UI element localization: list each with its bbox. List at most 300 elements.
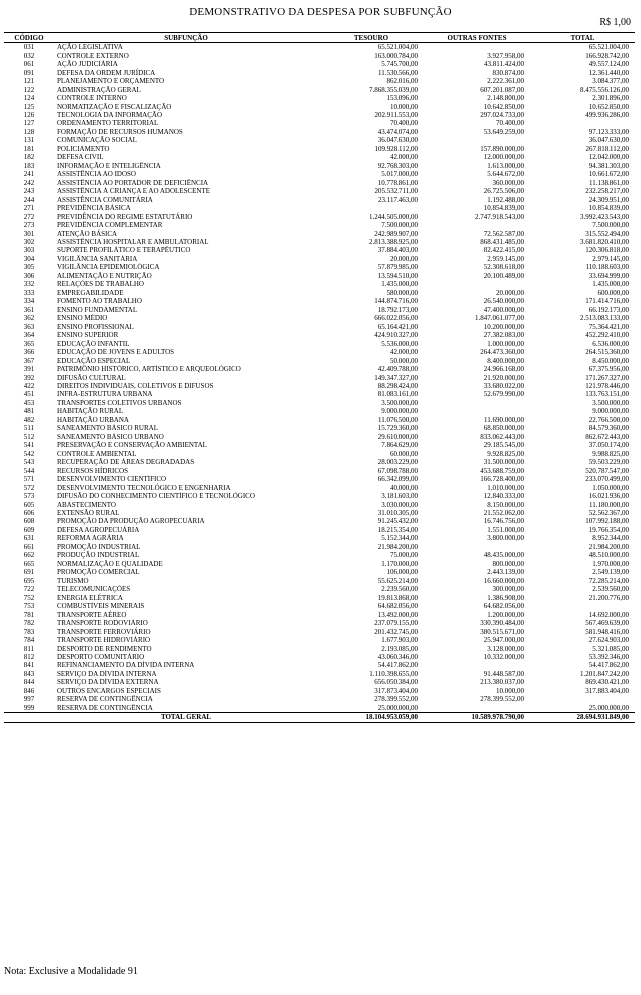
cell-tesouro: 5.152.344,00 — [381, 534, 418, 543]
cell-outras-fontes: 2.222.361,00 — [487, 77, 524, 86]
cell-subfuncao: TECNOLOGIA DA INFORMAÇÃO — [57, 110, 163, 119]
cell-subfuncao: PLANEJAMENTO E ORÇAMENTO — [57, 77, 165, 86]
table-row — [4, 85, 635, 93]
cell-codigo: 125 — [23, 102, 35, 111]
cell-codigo: 782 — [23, 619, 35, 628]
table-row — [4, 475, 635, 483]
table-row — [4, 297, 635, 305]
cell-codigo: 451 — [23, 390, 35, 399]
cell-tesouro: 31.010.305,00 — [377, 509, 418, 518]
cell-codigo: 846 — [23, 686, 35, 695]
table-row — [4, 162, 635, 170]
table-row — [4, 619, 635, 627]
cell-codigo: 544 — [23, 466, 35, 475]
cell-total: 133.763.151,00 — [585, 390, 629, 399]
cell-total: 3.681.820.410,00 — [580, 238, 629, 247]
cell-tesouro: 144.874.716,00 — [374, 297, 418, 306]
cell-codigo: 122 — [23, 85, 35, 94]
cell-outras-fontes: 3.128.000,00 — [487, 644, 524, 653]
cell-total: 75.364.421,00 — [588, 322, 629, 331]
cell-total: 27.624.903,00 — [588, 636, 629, 645]
table-row — [4, 102, 635, 110]
table-row — [4, 433, 635, 441]
table-body — [4, 43, 635, 713]
cell-tesouro: 20.000,00 — [390, 254, 418, 263]
cell-codigo: 542 — [23, 449, 35, 458]
cell-codigo: 306 — [23, 271, 35, 280]
cell-subfuncao: RECUPERAÇÃO DE ÁREAS DEGRADADAS — [57, 458, 195, 467]
cell-tesouro: 54.417.862,00 — [377, 661, 418, 670]
cell-codigo: 691 — [23, 568, 35, 577]
cell-total: 2.539.560,00 — [592, 585, 629, 594]
cell-total: 25.000.000,00 — [588, 703, 629, 712]
cell-outras-fontes: 20.000,00 — [496, 288, 524, 297]
cell-outras-fontes: 300.000,00 — [492, 585, 524, 594]
table-row — [4, 212, 635, 220]
table-row — [4, 43, 635, 52]
cell-subfuncao: PRESERVAÇÃO E CONSERVAÇÃO AMBIENTAL — [57, 441, 207, 450]
cell-total: 94.381.303,00 — [588, 161, 629, 170]
cell-codigo: 606 — [23, 509, 35, 518]
cell-subfuncao: DEFESA DA ORDEM JURÍDICA — [57, 68, 156, 77]
cell-outras-fontes: 52.679.990,00 — [483, 390, 524, 399]
cell-codigo: 631 — [23, 534, 35, 543]
cell-total: 48.510.000,00 — [588, 551, 629, 560]
table-row — [4, 204, 635, 212]
cell-subfuncao: TRANSPORTES COLETIVOS URBANOS — [57, 398, 182, 407]
table-row — [4, 238, 635, 246]
cell-codigo: 362 — [23, 314, 35, 323]
cell-codigo: 783 — [23, 627, 35, 636]
cell-subfuncao: DEFESA CIVIL — [57, 153, 104, 162]
header-tesouro: TESOURO — [318, 33, 424, 43]
cell-outras-fontes: 360.000,00 — [492, 178, 524, 187]
table-row — [4, 390, 635, 398]
table-row — [4, 687, 635, 695]
cell-codigo: 061 — [23, 60, 35, 69]
cell-codigo: 131 — [23, 136, 35, 145]
table-row — [4, 704, 635, 713]
cell-total: 317.883.404,00 — [585, 686, 629, 695]
cell-outras-fontes: 48.435.000,00 — [483, 551, 524, 560]
cell-codigo: 181 — [23, 144, 35, 153]
cell-tesouro: 23.117.463,00 — [378, 195, 418, 204]
table-row — [4, 661, 635, 669]
cell-codigo: 032 — [23, 51, 35, 60]
cell-tesouro: 424.910.327,00 — [374, 331, 418, 340]
cell-codigo: 572 — [23, 483, 35, 492]
cell-tesouro: 5.745.700,00 — [381, 60, 418, 69]
cell-subfuncao: SANEAMENTO BÁSICO URBANO — [57, 432, 164, 441]
cell-tesouro: 3.181.603,00 — [381, 492, 418, 501]
table-row — [4, 644, 635, 652]
cell-codigo: 367 — [23, 356, 35, 365]
cell-subfuncao: PRODUÇÃO INDUSTRIAL — [57, 551, 140, 560]
cell-codigo: 481 — [23, 407, 35, 416]
cell-total: 12.042.000,00 — [588, 153, 629, 162]
cell-outras-fontes: 2.443.139,00 — [487, 568, 524, 577]
cell-subfuncao: ENSINO MÉDIO — [57, 314, 108, 323]
cell-codigo: 366 — [23, 348, 35, 357]
table-row — [4, 111, 635, 119]
cell-codigo: 392 — [23, 373, 35, 382]
cell-outras-fontes: 53.649.259,00 — [483, 127, 524, 136]
cell-tesouro: 13.492.000,00 — [377, 610, 418, 619]
table-row — [4, 322, 635, 330]
cell-codigo: 422 — [23, 381, 35, 390]
cell-total: 8.475.556.126,00 — [580, 85, 629, 94]
cell-subfuncao: ASSISTÊNCIA À CRIANÇA E AO ADOLESCENTE — [57, 187, 211, 196]
cell-outras-fontes: 8.400.000,00 — [487, 356, 524, 365]
cell-codigo: 361 — [23, 305, 35, 314]
cell-outras-fontes: 29.185.545,00 — [483, 441, 524, 450]
cell-subfuncao: DIFUSÃO DO CONHECIMENTO CIENTÍFICO E TECNOLÓGICO — [57, 492, 255, 501]
cell-outras-fontes: 833.062.443,00 — [480, 432, 524, 441]
cell-tesouro: 64.682.056,00 — [377, 602, 418, 611]
cell-subfuncao: DESPORTO COMUNITÁRIO — [57, 652, 145, 661]
table-row — [4, 255, 635, 263]
cell-tesouro: 18.215.354,00 — [377, 525, 418, 534]
cell-codigo: 334 — [23, 297, 35, 306]
cell-total: 59.503.229,00 — [588, 458, 629, 467]
cell-codigo: 124 — [23, 94, 35, 103]
cell-total: 581.948.416,00 — [585, 627, 629, 636]
cell-total: 9.000.000,00 — [592, 407, 629, 416]
cell-total: 452.292.410,00 — [585, 331, 629, 340]
cell-codigo: 182 — [23, 153, 35, 162]
cell-codigo: 031 — [23, 43, 35, 52]
cell-tesouro: 70.400,00 — [390, 119, 418, 128]
cell-outras-fontes: 16.746.756,00 — [483, 517, 524, 526]
cell-codigo: 541 — [23, 441, 35, 450]
cell-total: 233.070.499,00 — [585, 475, 629, 484]
cell-codigo: 121 — [23, 77, 35, 86]
cell-outras-fontes: 3.800.000,00 — [487, 534, 524, 543]
cell-total: 264.515.360,00 — [585, 348, 629, 357]
cell-subfuncao: DESENVOLVIMENTO TECNOLÓGICO E ENGENHARIA — [57, 483, 231, 492]
cell-tesouro: 1.435.000,00 — [381, 280, 418, 289]
cell-subfuncao: ENSINO SUPERIOR — [57, 331, 119, 340]
cell-tesouro: 7.500.000,00 — [381, 221, 418, 230]
cell-total — [530, 695, 635, 703]
cell-total: 862.672.443,00 — [585, 432, 629, 441]
cell-total: 49.557.124,00 — [588, 60, 629, 69]
cell-total: 869.430.421,00 — [585, 678, 629, 687]
table-row — [4, 577, 635, 585]
cell-outras-fontes — [424, 43, 530, 52]
table-row — [4, 441, 635, 449]
table-row — [4, 424, 635, 432]
cell-subfuncao: INFRA-ESTRUTURA URBANA — [57, 390, 153, 399]
header-total: TOTAL — [530, 33, 635, 43]
cell-outras-fontes: 1.847.061.077,00 — [475, 314, 524, 323]
table-row — [4, 339, 635, 347]
cell-total: 232.258.217,00 — [585, 187, 629, 196]
cell-subfuncao: ASSISTÊNCIA HOSPITALAR E AMBULATORIAL — [57, 238, 209, 247]
cell-total: 2.549.139,00 — [592, 568, 629, 577]
cell-subfuncao: NORMALIZAÇÃO E QUALIDADE — [57, 559, 163, 568]
cell-outras-fontes: 52.308.618,00 — [483, 263, 524, 272]
cell-tesouro: 92.768.303,00 — [377, 161, 418, 170]
cell-codigo: 843 — [23, 669, 35, 678]
cell-codigo: 571 — [23, 475, 35, 484]
footnote: Nota: Exclusive a Modalidade 91 — [4, 966, 138, 977]
cell-tesouro: 60.000,00 — [390, 449, 418, 458]
cell-codigo: 573 — [23, 492, 35, 501]
cell-outras-fontes: 21.552.062,00 — [483, 509, 524, 518]
cell-total: 11.138.861,00 — [589, 178, 629, 187]
cell-outras-fontes: 3.927.958,00 — [487, 51, 524, 60]
cell-subfuncao: DEFESA AGROPECUÁRIA — [57, 525, 140, 534]
cell-outras-fontes: 47.400.000,00 — [483, 305, 524, 314]
cell-total: 10.652.850,00 — [588, 102, 629, 111]
cell-subfuncao: ADMINISTRAÇÃO GERAL — [57, 85, 141, 94]
cell-codigo: 695 — [23, 576, 35, 585]
cell-codigo: 305 — [23, 263, 35, 272]
cell-outras-fontes: 868.431.485,00 — [480, 238, 524, 247]
cell-subfuncao: HABITAÇÃO RURAL — [57, 407, 124, 416]
table-row — [4, 170, 635, 178]
cell-outras-fontes: 31.500.000,00 — [483, 458, 524, 467]
cell-outras-fontes — [424, 399, 530, 407]
cell-total: 499.936.286,00 — [585, 110, 629, 119]
cell-total: 171.267.327,00 — [585, 373, 629, 382]
report-title: DEMONSTRATIVO DA DESPESA POR SUBFUNÇÃO — [189, 6, 452, 18]
cell-tesouro: 10.778.861,00 — [377, 178, 418, 187]
cell-subfuncao: DIREITOS INDIVIDUAIS, COLETIVOS E DIFUSOS — [57, 381, 214, 390]
table-row — [4, 68, 635, 76]
cell-outras-fontes: 33.680.022,00 — [483, 381, 524, 390]
cell-tesouro: 42.409.788,00 — [377, 365, 418, 374]
cell-codigo: 364 — [23, 331, 35, 340]
cell-outras-fontes: 10.000,00 — [496, 686, 524, 695]
table-row — [4, 365, 635, 373]
cell-tesouro: 5.536.000,00 — [381, 339, 418, 348]
cell-outras-fontes: 453.688.759,00 — [480, 466, 524, 475]
cell-subfuncao: OUTROS ENCARGOS ESPECIAIS — [57, 686, 161, 695]
table-row — [4, 136, 635, 144]
cell-codigo: 273 — [23, 221, 35, 230]
table-row — [4, 627, 635, 635]
table-row — [4, 593, 635, 601]
cell-tesouro: 67.098.788,00 — [377, 466, 418, 475]
cell-codigo: 363 — [23, 322, 35, 331]
cell-outras-fontes: 166.728.400,00 — [480, 475, 524, 484]
cell-outras-fontes: 1.551.000,00 — [487, 525, 524, 534]
cell-outras-fontes — [424, 543, 530, 551]
cell-total: 97.123.333,00 — [588, 127, 629, 136]
cell-outras-fontes: 9.928.825,00 — [487, 449, 524, 458]
table-row — [4, 280, 635, 288]
cell-tesouro: 580.000,00 — [386, 288, 418, 297]
table-row — [4, 653, 635, 661]
cell-outras-fontes — [424, 661, 530, 669]
cell-tesouro: 43.060.346,00 — [377, 652, 418, 661]
cell-tesouro: 13.594.510,00 — [377, 271, 418, 280]
cell-total: 110.188.603,00 — [585, 263, 629, 272]
cell-subfuncao: RECURSOS HÍDRICOS — [57, 466, 128, 475]
cell-total: 3.992.423.543,00 — [580, 212, 629, 221]
cell-total: 36.047.630,00 — [588, 136, 629, 145]
cell-codigo: 722 — [23, 585, 35, 594]
cell-total: 1.201.847.242,00 — [580, 669, 629, 678]
cell-codigo: 844 — [23, 678, 35, 687]
table-row — [4, 128, 635, 136]
cell-subfuncao: FORMAÇÃO DE RECURSOS HUMANOS — [57, 127, 183, 136]
cell-subfuncao: EDUCAÇÃO DE JOVENS E ADULTOS — [57, 348, 175, 357]
cell-codigo: 301 — [23, 229, 35, 238]
cell-outras-fontes: 26.725.506,00 — [483, 187, 524, 196]
cell-subfuncao: VIGILÂNCIA SANITÁRIA — [57, 254, 138, 263]
cell-subfuncao: ENERGIA ELÉTRICA — [57, 593, 123, 602]
cell-total: 16.021.936,00 — [588, 492, 629, 501]
cell-subfuncao: PATRIMÔNIO HISTÓRICO, ARTÍSTICO E ARQUEOLÓGICO — [57, 365, 241, 374]
cell-codigo: 662 — [23, 551, 35, 560]
cell-subfuncao: ALIMENTAÇÃO E NUTRIÇÃO — [57, 271, 152, 280]
cell-subfuncao: TRANSPORTE FERROVIÁRIO — [57, 627, 151, 636]
cell-outras-fontes: 26.540.000,00 — [483, 297, 524, 306]
cell-subfuncao: TURISMO — [57, 576, 89, 585]
cell-subfuncao: FOMENTO AO TRABALHO — [57, 297, 142, 306]
cell-outras-fontes — [424, 221, 530, 229]
cell-codigo: 543 — [23, 458, 35, 467]
cell-codigo: 784 — [23, 636, 35, 645]
cell-codigo: 332 — [23, 280, 35, 289]
table-row — [4, 348, 635, 356]
cell-total — [530, 602, 635, 610]
table-row — [4, 356, 635, 364]
cell-tesouro: 29.610.000,00 — [377, 432, 418, 441]
cell-subfuncao: COMUNICAÇÃO SOCIAL — [57, 136, 137, 145]
cell-tesouro: 11.530.566,00 — [378, 68, 418, 77]
table-row — [4, 695, 635, 703]
cell-outras-fontes: 2.747.918.543,00 — [475, 212, 524, 221]
cell-subfuncao: REFORMA AGRÁRIA — [57, 534, 124, 543]
cell-outras-fontes: 830.874,00 — [492, 68, 524, 77]
cell-tesouro: 36.047.630,00 — [377, 136, 418, 145]
cell-total: 67.375.956,00 — [588, 365, 629, 374]
cell-outras-fontes: 27.382.083,00 — [483, 331, 524, 340]
cell-tesouro: 1.110.398.655,00 — [369, 669, 418, 678]
cell-tesouro: 153.096,00 — [386, 94, 418, 103]
cell-outras-fontes: 10.854.839,00 — [483, 204, 524, 213]
cell-subfuncao: SERVIÇO DA DÍVIDA INTERNA — [57, 669, 157, 678]
cell-outras-fontes: 10.200.000,00 — [483, 322, 524, 331]
cell-subfuncao: REFINANCIAMENTO DA DÍVIDA INTERNA — [57, 661, 195, 670]
table-row — [4, 153, 635, 161]
table-row — [4, 466, 635, 474]
cell-tesouro: 149.347.327,00 — [374, 373, 418, 382]
cell-tesouro: 91.245.432,00 — [377, 517, 418, 526]
cell-subfuncao: CONTROLE INTERNO — [57, 94, 127, 103]
table-row — [4, 373, 635, 381]
cell-outras-fontes: 82.422.415,00 — [483, 246, 524, 255]
cell-tesouro — [318, 204, 424, 212]
cell-tesouro: 202.911.553,00 — [374, 110, 418, 119]
table-row — [4, 94, 635, 102]
cell-total: 9.988.825,00 — [592, 449, 629, 458]
cell-codigo: 242 — [23, 178, 35, 187]
cell-total: 21.200.776,00 — [588, 593, 629, 602]
cell-total: 54.417.862,00 — [588, 661, 629, 670]
cell-tesouro: 666.022.056,00 — [374, 314, 418, 323]
cell-total: 1.970.000,00 — [592, 559, 629, 568]
cell-tesouro: 3.030.000,00 — [381, 500, 418, 509]
cell-tesouro: 1.170.000,00 — [381, 559, 418, 568]
cell-subfuncao: NORMATIZAÇÃO E FISCALIZAÇÃO — [57, 102, 172, 111]
total-row — [4, 713, 635, 722]
cell-outras-fontes: 16.660.000,00 — [483, 576, 524, 585]
table-header-row — [4, 33, 635, 43]
cell-subfuncao: EMPREGABILIDADE — [57, 288, 124, 297]
cell-outras-fontes: 607.201.087,00 — [480, 85, 524, 94]
cell-outras-fontes: 12.840.333,00 — [483, 492, 524, 501]
cell-tesouro: 50.000,00 — [390, 356, 418, 365]
cell-outras-fontes: 25.947.000,00 — [483, 636, 524, 645]
table-row — [4, 145, 635, 153]
cell-subfuncao: DESENVOLVIMENTO CIENTÍFICO — [57, 475, 167, 484]
cell-codigo: 303 — [23, 246, 35, 255]
table-row — [4, 551, 635, 559]
cell-codigo: 244 — [23, 195, 35, 204]
cell-total: 2.301.896,00 — [592, 94, 629, 103]
cell-outras-fontes: 1.386.908,00 — [487, 593, 524, 602]
cell-tesouro: 18.792.173,00 — [377, 305, 418, 314]
cell-codigo: 605 — [23, 500, 35, 509]
cell-subfuncao: PREVIDÊNCIA COMPLEMENTAR — [57, 221, 163, 230]
cell-total: 52.562.367,00 — [588, 509, 629, 518]
cell-total: 8.450.000,00 — [592, 356, 629, 365]
cell-subfuncao: PROMOÇÃO INDUSTRIAL — [57, 542, 141, 551]
table-row — [4, 272, 635, 280]
cell-codigo: 752 — [23, 593, 35, 602]
cell-subfuncao: TRANSPORTE HIDROVIÁRIO — [57, 636, 151, 645]
cell-tesouro: 40.000,00 — [390, 483, 418, 492]
cell-total: 53.392.346,00 — [588, 652, 629, 661]
cell-subfuncao: EDUCAÇÃO ESPECIAL — [57, 356, 131, 365]
cell-tesouro: 43.474.074,00 — [377, 127, 418, 136]
cell-outras-fontes: 68.850.000,00 — [483, 424, 524, 433]
cell-total: 1.050.000,00 — [592, 483, 629, 492]
cell-total: 14.692.000,00 — [588, 610, 629, 619]
cell-total: 37.050.174,00 — [588, 441, 629, 450]
cell-outras-fontes: 213.380.037,00 — [480, 678, 524, 687]
cell-codigo: 811 — [23, 644, 35, 653]
cell-tesouro: 7.864.629,00 — [381, 441, 418, 450]
table-row — [4, 492, 635, 500]
total-tesouro: 18.104.953.059,00 — [318, 713, 424, 722]
table-row — [4, 77, 635, 85]
cell-tesouro: 317.873.404,00 — [374, 686, 418, 695]
cell-codigo: 241 — [23, 170, 35, 179]
cell-tesouro: 81.083.161,00 — [377, 390, 418, 399]
cell-tesouro: 9.000.000,00 — [381, 407, 418, 416]
cell-total: 166.928.742,00 — [585, 51, 629, 60]
table-row — [4, 560, 635, 568]
cell-subfuncao: TRANSPORTE AÉREO — [57, 610, 127, 619]
cell-total: 567.469.639,00 — [585, 619, 629, 628]
cell-subfuncao: PREVIDÊNCIA BÁSICA — [57, 204, 131, 213]
total-geral: 28.694.931.849,00 — [530, 713, 635, 722]
cell-tesouro: 11.076.500,00 — [378, 415, 418, 424]
cell-tesouro: 21.984.200,00 — [377, 542, 418, 551]
cell-tesouro: 2.239.560,00 — [381, 585, 418, 594]
cell-outras-fontes: 10.642.850,00 — [483, 102, 524, 111]
cell-tesouro: 42.000,00 — [390, 348, 418, 357]
cell-codigo: 482 — [23, 415, 35, 424]
cell-tesouro: 10.000,00 — [390, 102, 418, 111]
cell-codigo: 183 — [23, 161, 35, 170]
